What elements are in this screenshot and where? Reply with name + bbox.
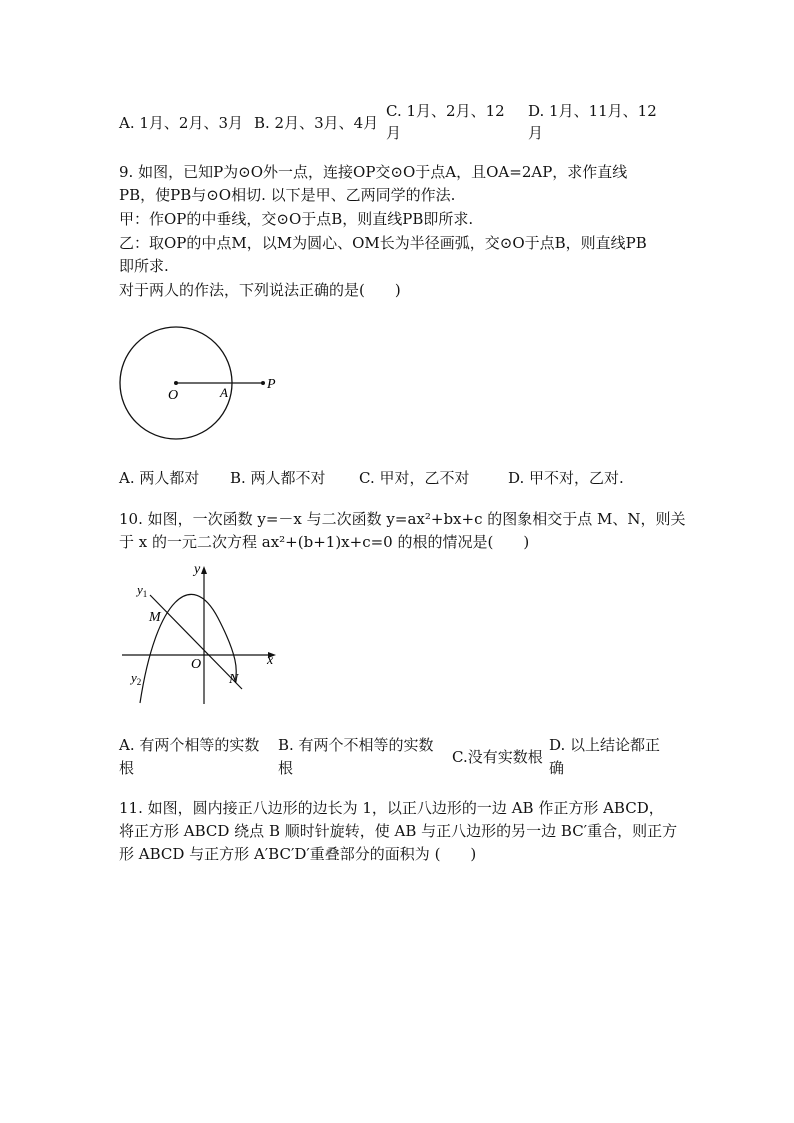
q9-method-yi-cont: 即所求. xyxy=(119,257,169,275)
q8-option-d: D. 1月、11月、12 xyxy=(528,102,657,120)
label-p: P xyxy=(267,377,276,392)
q8-option-c-wrap: 月 xyxy=(386,124,402,142)
label-x: x xyxy=(267,653,274,668)
label-a: A xyxy=(220,385,228,400)
q8-option-d-wrap: 月 xyxy=(528,124,544,142)
y-axis-arrow xyxy=(201,566,207,574)
point-o xyxy=(174,381,178,385)
q10-option-d: D. 以上结论都正 xyxy=(549,736,661,754)
q10-option-d-wrap: 确 xyxy=(549,759,565,777)
q9-stem-line1: 9. 如图，已知P为⊙O外一点，连接OP交⊙O于点A，且OA=2AP，求作直线 xyxy=(119,163,628,181)
q10-option-b-wrap: 根 xyxy=(278,759,294,777)
label-origin: O xyxy=(191,657,202,672)
q10-graph-figure xyxy=(118,558,283,708)
point-p xyxy=(261,381,265,385)
q10-stem-line2: 于 x 的一元二次方程 ax²+(b+1)x+c=0 的根的情况是( ) xyxy=(119,533,530,551)
q10-option-c: C.没有实数根 xyxy=(452,748,543,766)
q9-option-a: A. 两人都对 xyxy=(119,469,200,487)
q8-option-b: B. 2月、3月、4月 xyxy=(254,114,379,132)
label-y1: $y_1$ xyxy=(137,582,148,599)
q9-circle-figure xyxy=(110,320,300,450)
q9-method-jia: 甲：作OP的中垂线，交⊙O于点B，则直线PB即所求. xyxy=(119,210,474,228)
label-n: N xyxy=(229,672,239,687)
q8-option-c: C. 1月、2月、12 xyxy=(386,102,505,120)
q9-option-d: D. 甲不对，乙对. xyxy=(508,469,624,487)
label-y2: $y_2$ xyxy=(131,670,142,687)
label-o: O xyxy=(168,388,179,403)
q11-stem-line2: 将正方形 ABCD 绕点 B 顺时针旋转，使 AB 与正八边形的另一边 BC′重合，则正方 xyxy=(119,822,678,840)
q10-option-a-wrap: 根 xyxy=(119,759,135,777)
q9-option-c: C. 甲对，乙不对 xyxy=(359,469,470,487)
q9-stem-line2: PB，使PB与⊙O相切. 以下是甲、乙两同学的作法. xyxy=(119,186,456,204)
q11-stem-line3: 形 ABCD 与正方形 A′BC′D′重叠部分的面积为 ( ) xyxy=(119,845,477,863)
q9-method-yi: 乙：取OP的中点M，以M为圆心、OM长为半径画弧，交⊙O于点B，则直线PB xyxy=(119,234,647,252)
q11-stem-line1: 11. 如图，圆内接正八边形的边长为 1，以正八边形的一边 AB 作正方形 ABCD， xyxy=(119,799,664,817)
q10-stem-line1: 10. 如图，一次函数 y=－x 与二次函数 y=ax²+bx+c 的图象相交于点 M、N，则关 xyxy=(119,510,686,528)
label-y: y xyxy=(194,562,201,577)
q9-question: 对于两人的作法，下列说法正确的是( ) xyxy=(119,281,401,299)
q9-option-b: B. 两人都不对 xyxy=(230,469,326,487)
q8-option-a: A. 1月、2月、3月 xyxy=(119,114,243,132)
q10-option-b: B. 有两个不相等的实数 xyxy=(278,736,434,754)
label-m: M xyxy=(149,610,161,625)
q10-option-a: A. 有两个相等的实数 xyxy=(119,736,260,754)
